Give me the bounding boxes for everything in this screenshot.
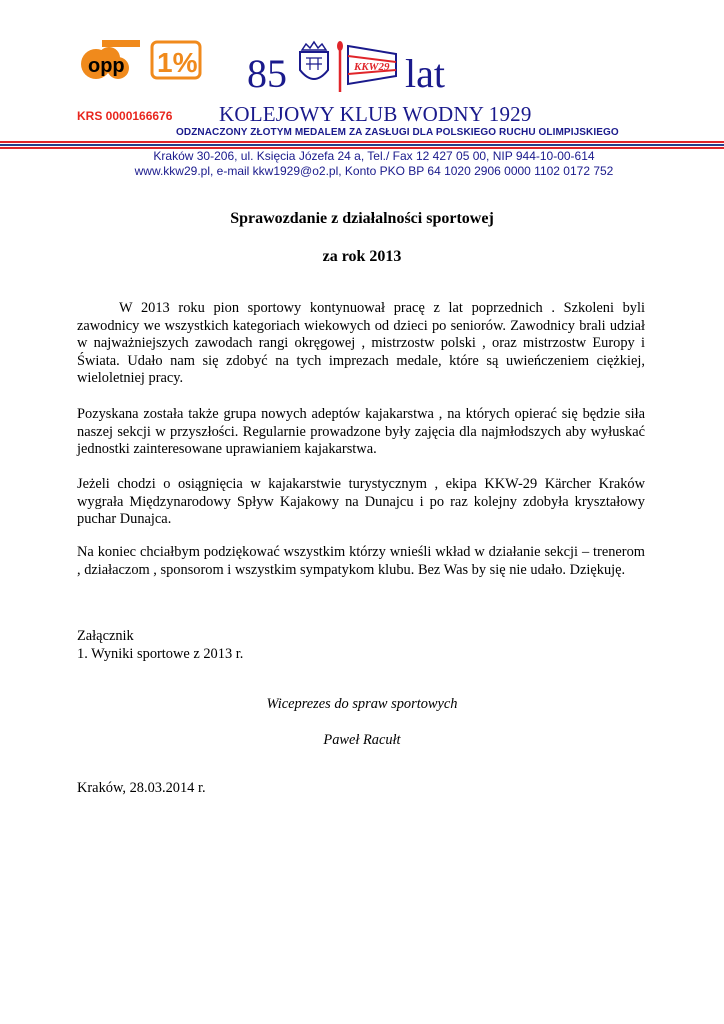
club-crest-icon [296, 40, 400, 94]
one-percent-text: 1% [157, 47, 198, 78]
paragraph-1 [77, 300, 645, 388]
address-line-2: www.kkw29.pl, e-mail kkw1929@o2.pl, Konto PKO BP 64 1020 2906 0000 1102 0172 752 [134, 164, 614, 178]
krs-number: KRS 0000166676 [77, 109, 173, 123]
opp-logo-text: opp [88, 55, 125, 77]
one-percent-logo [150, 40, 202, 80]
crest-text: KKW29 [354, 61, 390, 73]
paragraph-text: Na koniec chciałbym podziękować wszystkim którzy wnieśli wkład w działanie sekcji – trenerom , działaczom , sponsorom i wszystkim sympatykom klubu. Bez Was by się nie udało. Dziękuję. [77, 544, 645, 578]
signature-name: Paweł Racułt [323, 732, 401, 748]
anniversary-word: lat [405, 51, 445, 96]
opp-logo [78, 38, 142, 84]
paragraph-text: Jeżeli chodzi o osiągnięcia w kajakarstwie turystycznym , ekipa KKW-29 Kärcher Kraków wygrała Międzynarodowy Spływ Kajakowy na Dunajcu i po raz kolejny zdobyła kryształowy puchar Dunajca. [77, 476, 645, 528]
club-name: KOLEJOWY KLUB WODNY 1929 [219, 102, 532, 126]
header-divider-blue [0, 144, 724, 146]
paragraph-text: Pozyskana została także grupa nowych adeptów kajakarstwa , na których opierać się będzie siła naszej sekcji w przyszłości. Regularnie prowadzone były zajęcia dla najmłodszych aby wyłuskać jednostki zainteresowane uprawianiem kajakarstwa. [77, 406, 645, 458]
signature-role: Wiceprezes do spraw sportowych [266, 696, 458, 712]
document-title: Sprawozdanie z działalności sportowej [230, 210, 494, 227]
place-date: Kraków, 28.03.2014 r. [77, 780, 206, 796]
paragraph-text: W 2013 roku pion sportowy kontynuował pracę z lat poprzednich . Szkoleni byli zawodnicy we wszystkich kategoriach wiekowych od dzieci po seniorów. Zawodnicy brali udział w najważniejszych zawodach rangi okręgowej , mistrzostw polski , oraz mistrzostw Europy i Świata. Udało nam się zdobyć na tych imprezach medale, które są uwieńczeniem ciężkiej, wieloletniej pracy. [77, 300, 645, 387]
anniversary-number: 85 [247, 51, 287, 96]
attachment-label: Załącznik [77, 628, 134, 644]
paragraph-2 [77, 406, 645, 459]
attachment-item: 1. Wyniki sportowe z 2013 r. [77, 646, 244, 662]
document-subtitle: za rok 2013 [322, 248, 402, 265]
header-divider-red [0, 141, 724, 143]
address-line-1: Kraków 30-206, ul. Księcia Józefa 24 a, Tel./ Fax 12 427 05 00, NIP 944-10-00-614 [153, 149, 595, 163]
paragraph-3 [77, 476, 645, 529]
paragraph-4 [77, 544, 645, 579]
medal-line: ODZNACZONY ZŁOTYM MEDALEM ZA ZASŁUGI DLA POLSKIEGO RUCHU OLIMPIJSKIEGO [176, 127, 619, 138]
